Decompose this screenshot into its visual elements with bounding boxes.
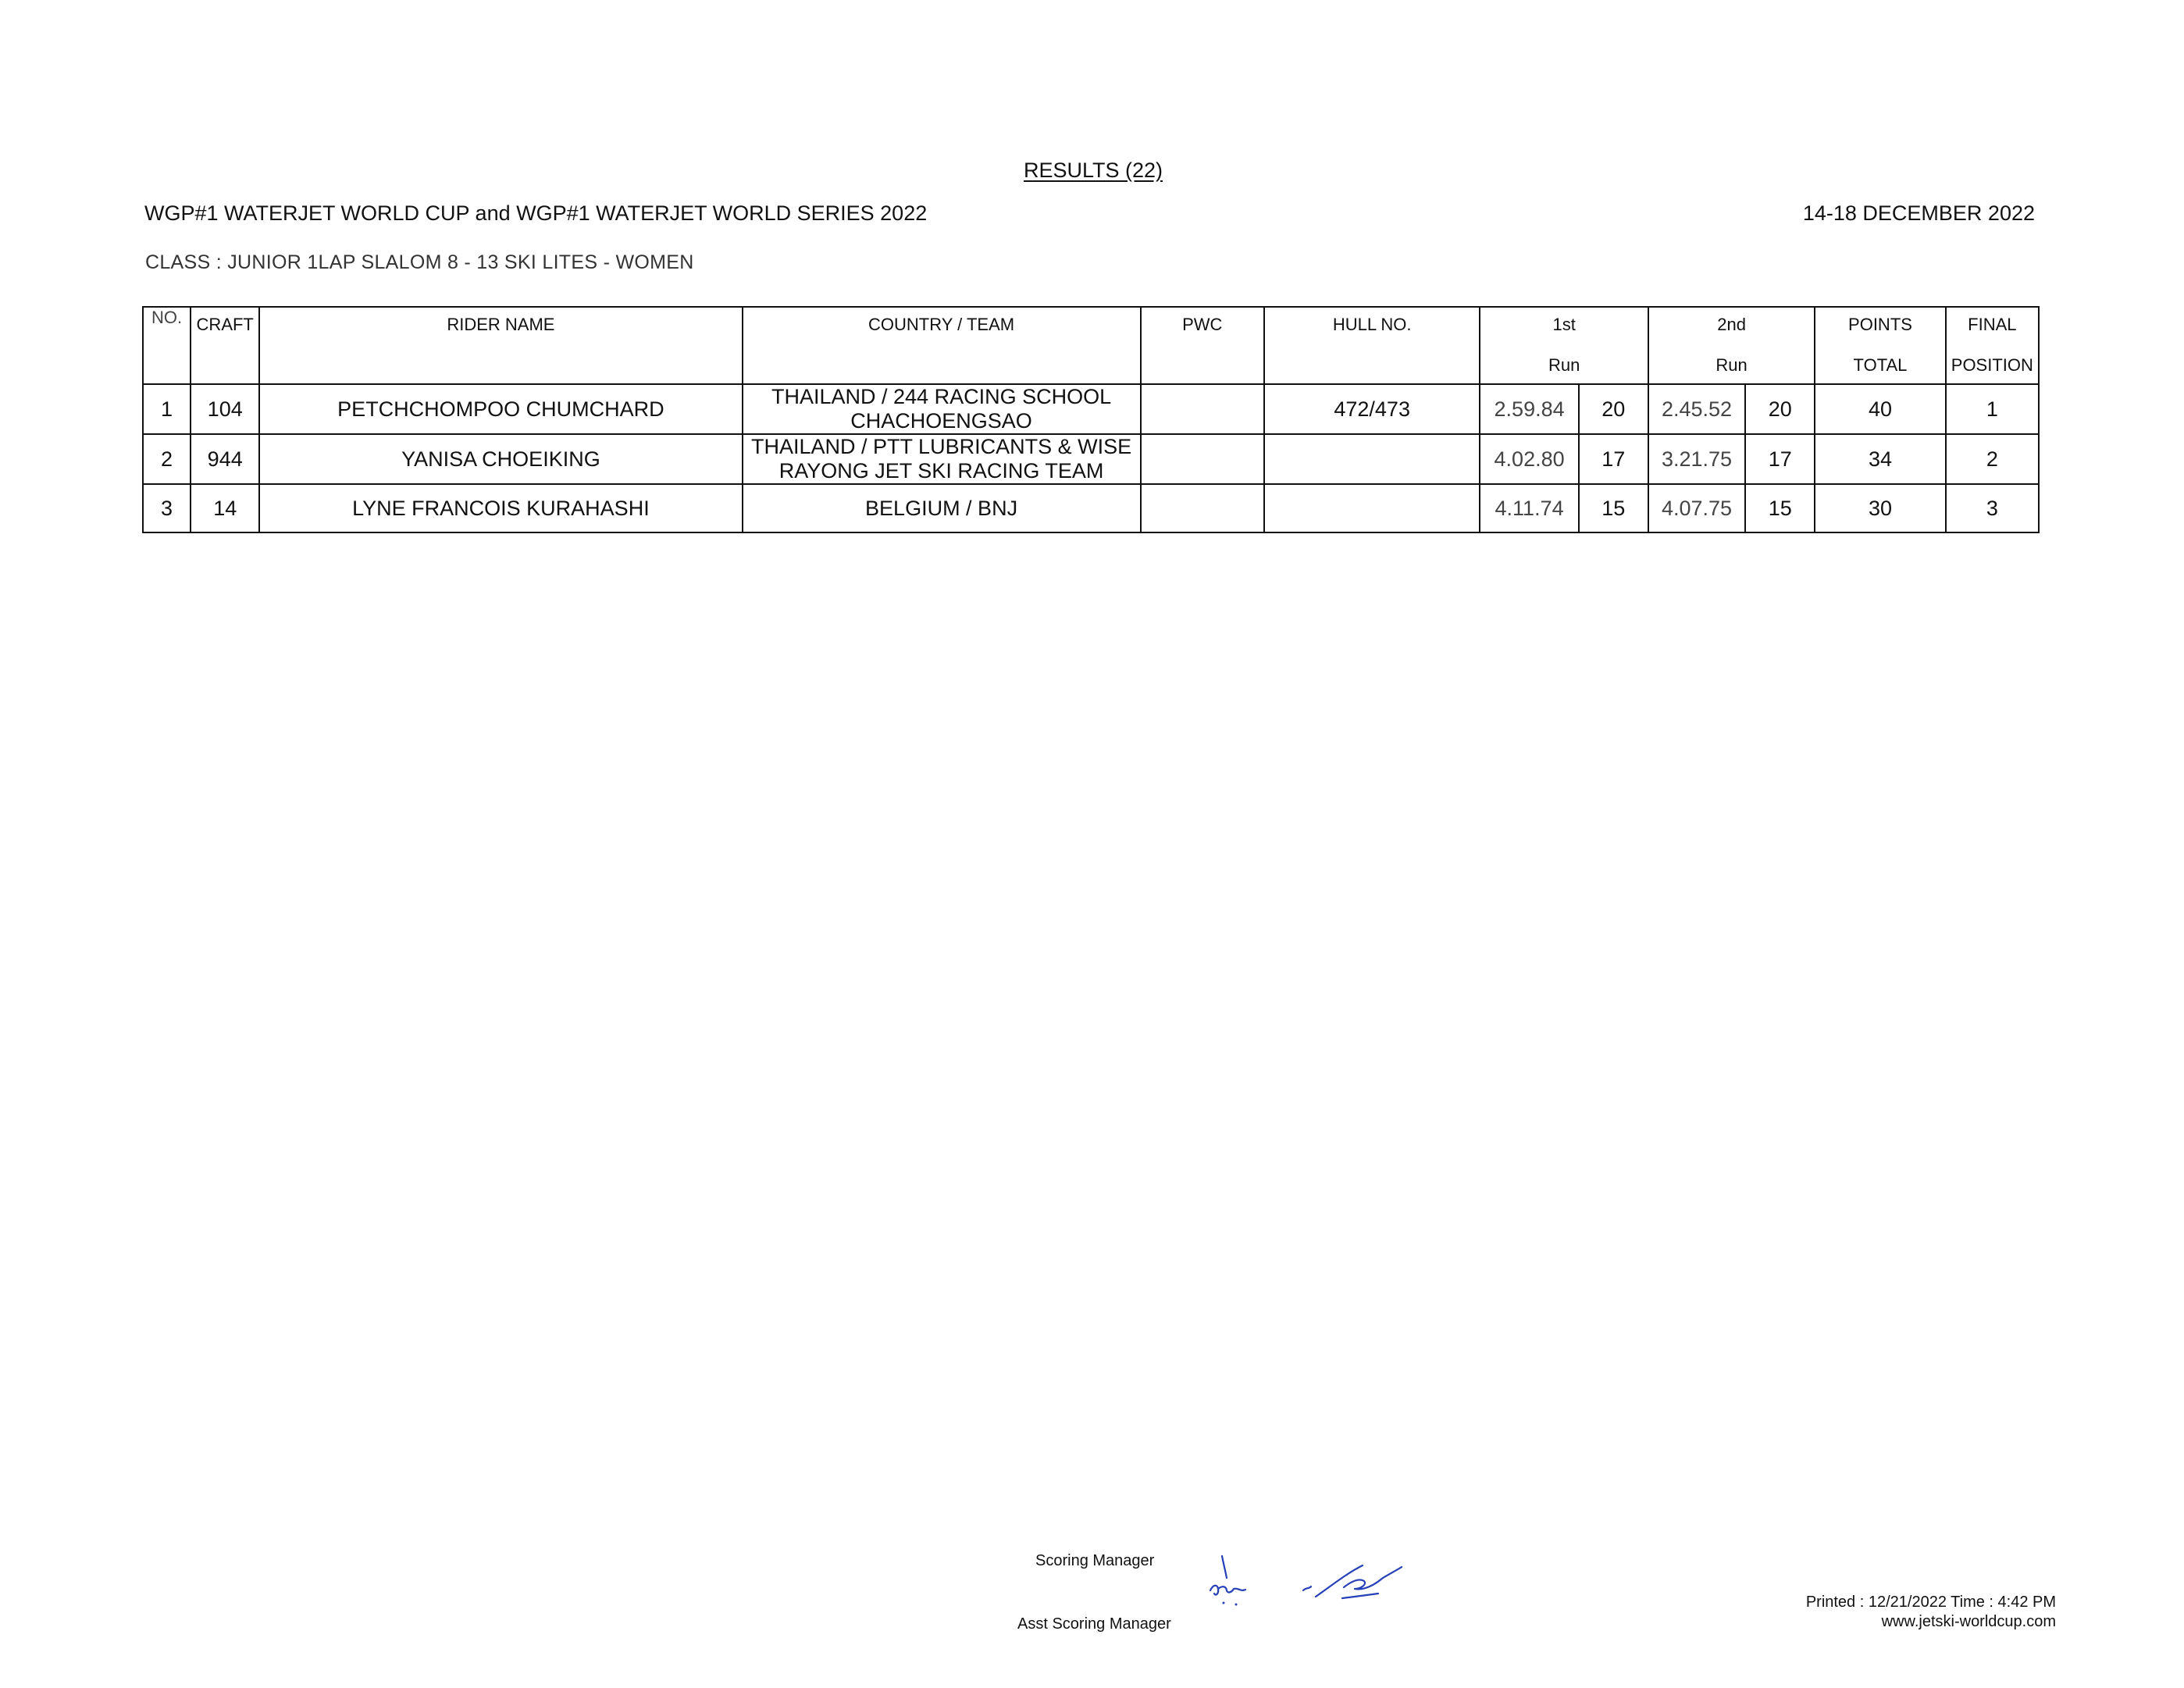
cell-position: 3 bbox=[1946, 484, 2039, 532]
signature-stroke bbox=[1342, 1594, 1378, 1598]
header-craft bbox=[191, 307, 259, 384]
cell-run2-points: 17 bbox=[1745, 434, 1815, 484]
header-country bbox=[743, 307, 1141, 384]
header-final-top: FINAL bbox=[1968, 315, 2017, 334]
cell-run1-time: 2.59.84 bbox=[1480, 384, 1578, 434]
signature-dot bbox=[1223, 1602, 1225, 1604]
cell-run2-time: 4.07.75 bbox=[1648, 484, 1745, 532]
cell-run1-time: 4.11.74 bbox=[1480, 484, 1578, 532]
cell-country: THAILAND / PTT LUBRICANTS & WISE RAYONG JET SKI RACING TEAM bbox=[743, 434, 1141, 484]
header-row bbox=[143, 307, 2039, 384]
cell-country: BELGIUM / BNJ bbox=[743, 484, 1141, 532]
cell-run2-points: 15 bbox=[1745, 484, 1815, 532]
cell-position: 1 bbox=[1946, 384, 2039, 434]
scoring-manager-label: Scoring Manager bbox=[1035, 1552, 1155, 1569]
cell-run2-points: 20 bbox=[1745, 384, 1815, 434]
cell-pwc bbox=[1141, 384, 1264, 434]
header-points-bottom: TOTAL bbox=[1853, 355, 1908, 375]
header-rider-label: RIDER NAME bbox=[447, 315, 555, 334]
cell-hull bbox=[1264, 484, 1480, 532]
signature-stroke bbox=[1222, 1556, 1227, 1578]
cell-total: 30 bbox=[1815, 484, 1945, 532]
cell-craft: 944 bbox=[191, 434, 259, 484]
header-country-label: COUNTRY / TEAM bbox=[868, 315, 1015, 334]
header-pwc-label: PWC bbox=[1182, 315, 1223, 334]
header-run1-bottom: Run bbox=[1548, 355, 1580, 375]
asst-scoring-manager-label: Asst Scoring Manager bbox=[1017, 1615, 1171, 1633]
header-no: NO. bbox=[143, 307, 191, 384]
printed-timestamp: Printed : 12/21/2022 Time : 4:42 PM bbox=[1805, 1594, 2056, 1611]
signature-stroke bbox=[1210, 1586, 1245, 1595]
cell-pwc bbox=[1141, 484, 1264, 532]
cell-total: 34 bbox=[1815, 434, 1945, 484]
cell-total: 40 bbox=[1815, 384, 1945, 434]
table-row bbox=[143, 384, 2039, 434]
header-hull bbox=[1264, 307, 1480, 384]
header-final bbox=[1946, 307, 2039, 384]
header-points-top: POINTS bbox=[1848, 315, 1912, 334]
header-run2 bbox=[1648, 307, 1815, 384]
cell-no: 1 bbox=[143, 384, 191, 434]
signature-image bbox=[1206, 1550, 1433, 1612]
cell-run1-points: 20 bbox=[1579, 384, 1648, 434]
cell-no: 3 bbox=[143, 484, 191, 532]
header-points bbox=[1815, 307, 1945, 384]
header-run2-bottom: Run bbox=[1715, 355, 1748, 375]
cell-run1-points: 17 bbox=[1579, 434, 1648, 484]
signature-dot bbox=[1235, 1604, 1238, 1606]
table-row bbox=[143, 434, 2039, 484]
event-name: WGP#1 WATERJET WORLD CUP and WGP#1 WATERJET WORLD SERIES 2022 bbox=[144, 201, 928, 225]
header-run1 bbox=[1480, 307, 1648, 384]
cell-rider: LYNE FRANCOIS KURAHASHI bbox=[259, 484, 742, 532]
cell-hull bbox=[1264, 434, 1480, 484]
results-title: RESULTS (22) bbox=[1023, 158, 1163, 182]
website-url: www.jetski-worldcup.com bbox=[1881, 1613, 2056, 1630]
header-final-bottom: POSITION bbox=[1951, 355, 2033, 375]
cell-country: THAILAND / 244 RACING SCHOOL CHACHOENGSAO bbox=[743, 384, 1141, 434]
cell-position: 2 bbox=[1946, 434, 2039, 484]
cell-run2-time: 2.45.52 bbox=[1648, 384, 1745, 434]
cell-rider: PETCHCHOMPOO CHUMCHARD bbox=[259, 384, 742, 434]
table-row bbox=[143, 484, 2039, 532]
cell-hull: 472/473 bbox=[1264, 384, 1480, 434]
cell-run1-points: 15 bbox=[1579, 484, 1648, 532]
cell-run1-time: 4.02.80 bbox=[1480, 434, 1578, 484]
cell-run2-time: 3.21.75 bbox=[1648, 434, 1745, 484]
signature-stroke bbox=[1303, 1587, 1311, 1590]
header-run1-top: 1st bbox=[1552, 315, 1576, 334]
header-rider bbox=[259, 307, 742, 384]
cell-craft: 14 bbox=[191, 484, 259, 532]
class-line: CLASS : JUNIOR 1LAP SLALOM 8 - 13 SKI LITES - WOMEN bbox=[145, 251, 694, 273]
header-run2-top: 2nd bbox=[1717, 315, 1746, 334]
cell-pwc bbox=[1141, 434, 1264, 484]
cell-rider: YANISA CHOEIKING bbox=[259, 434, 742, 484]
header-pwc bbox=[1141, 307, 1264, 384]
cell-no: 2 bbox=[143, 434, 191, 484]
results-table bbox=[142, 306, 2040, 533]
event-dates: 14-18 DECEMBER 2022 bbox=[1802, 201, 2035, 225]
header-hull-label: HULL NO. bbox=[1332, 315, 1412, 334]
header-craft-label: CRAFT bbox=[196, 315, 254, 334]
cell-craft: 104 bbox=[191, 384, 259, 434]
